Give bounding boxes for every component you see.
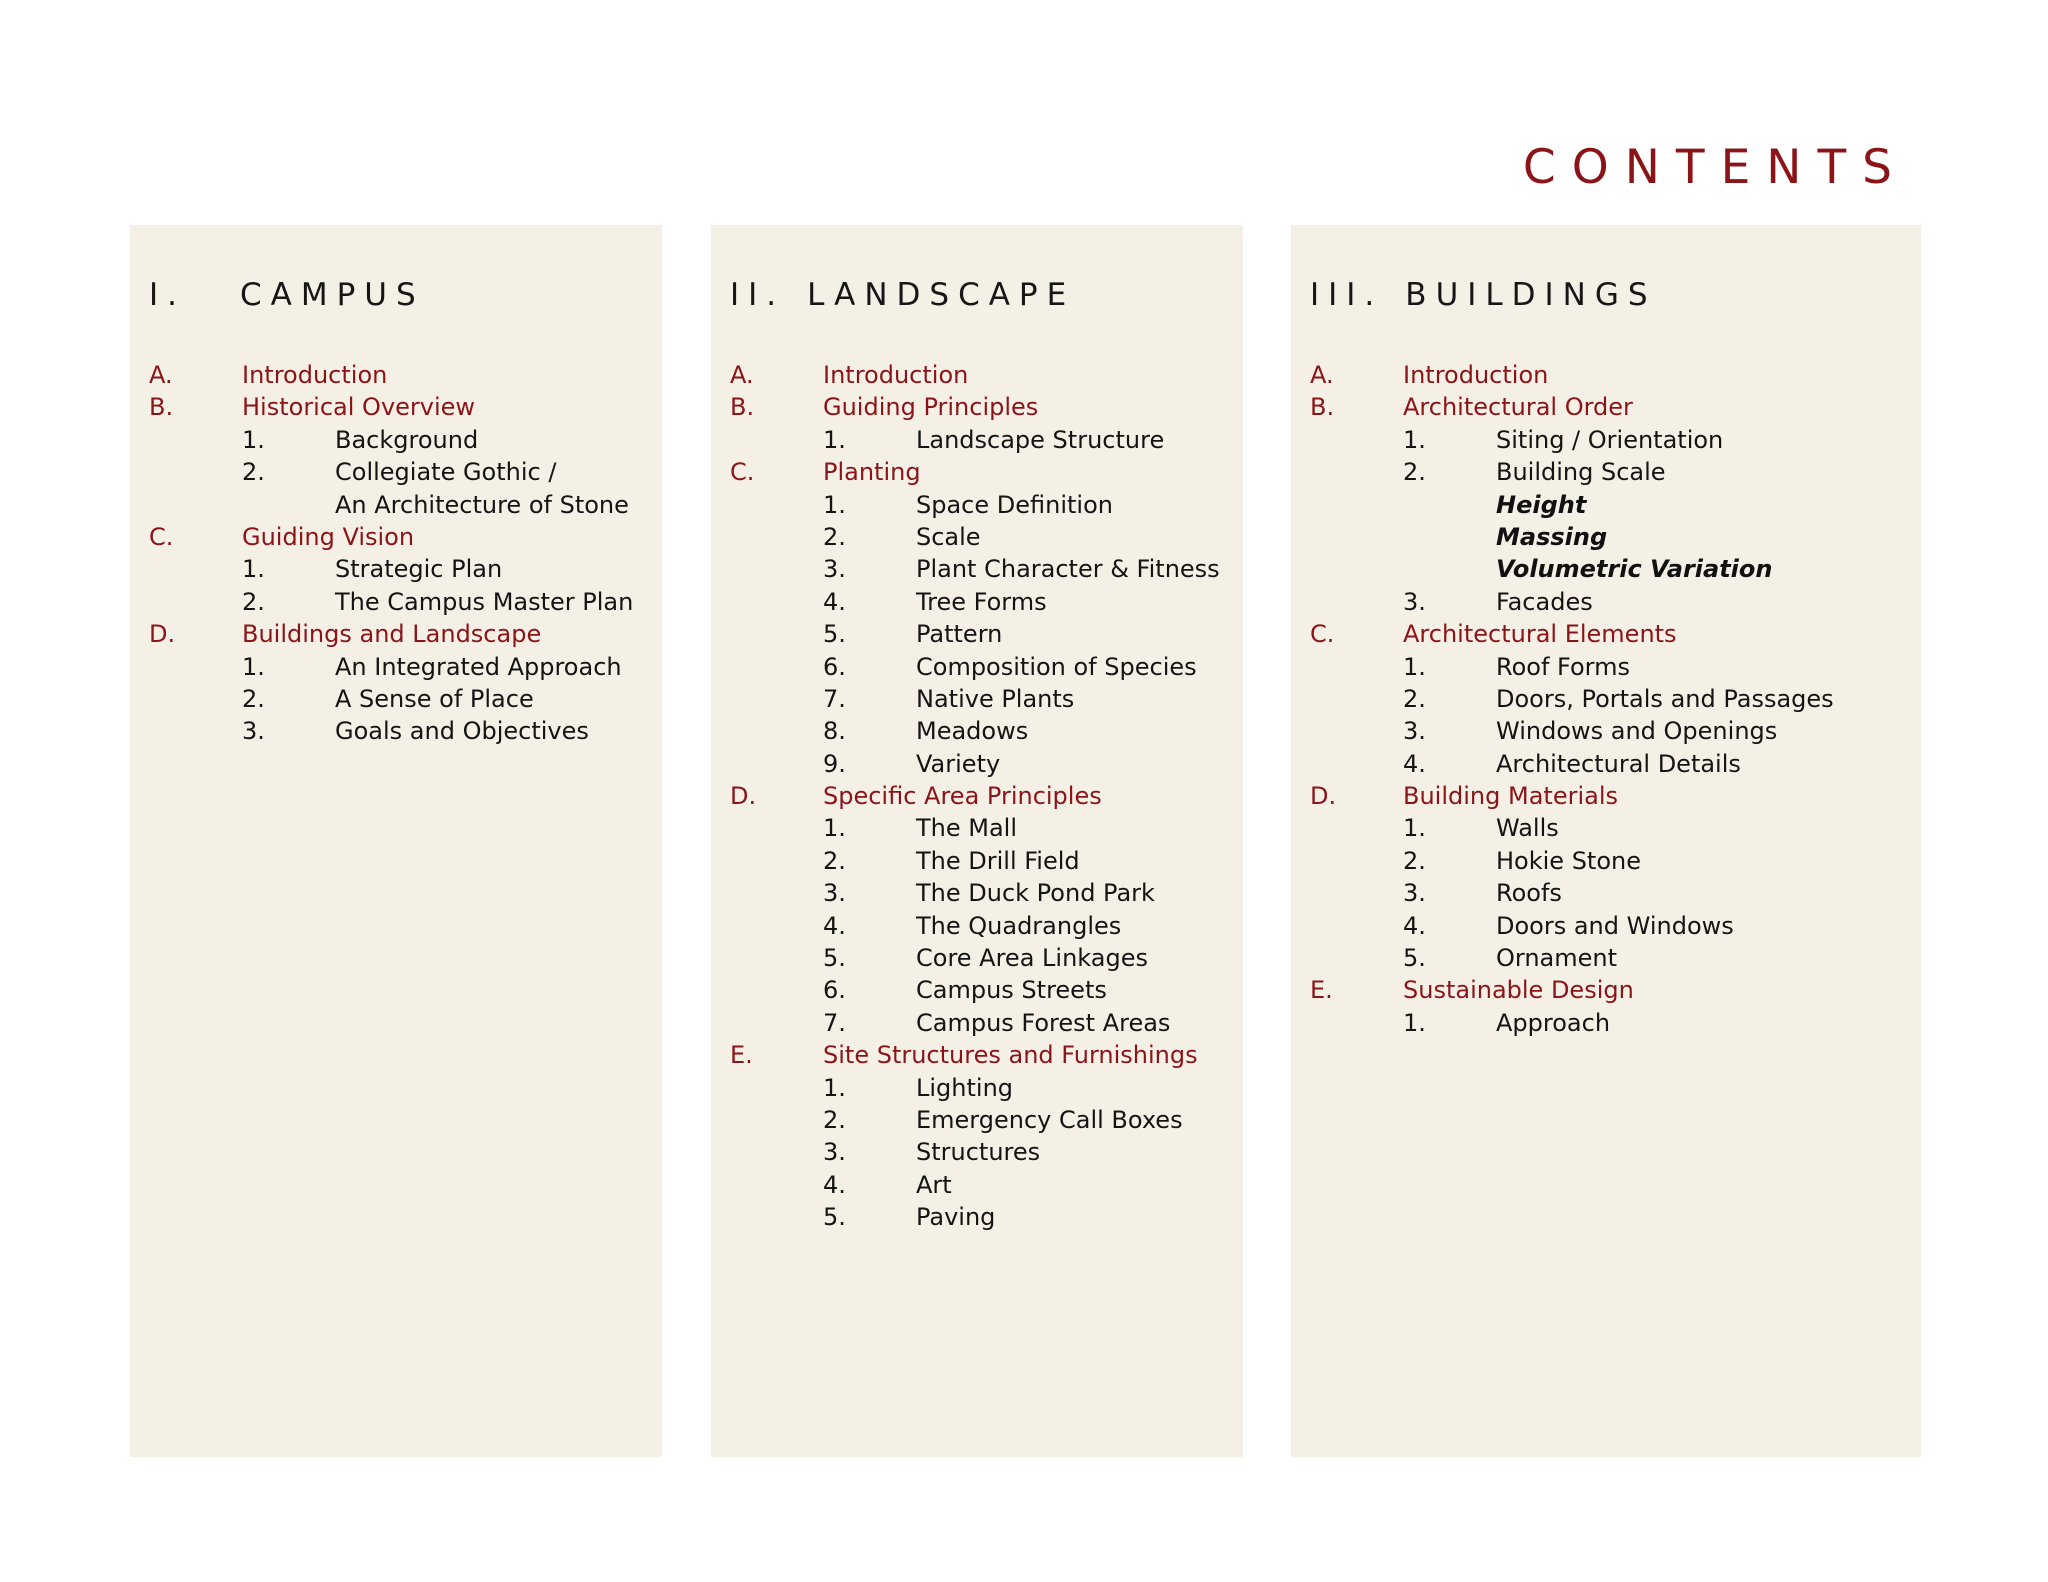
toc-label: Strategic Plan [335, 555, 503, 584]
toc-label: Core Area Linkages [916, 944, 1148, 973]
toc-marker: 1. [1403, 814, 1426, 843]
toc-entry[interactable] [730, 456, 1243, 488]
toc-label: Lighting [916, 1073, 1014, 1102]
toc-subentry[interactable] [1310, 651, 1921, 683]
section-landscape [711, 225, 1243, 1457]
toc-topic[interactable] [1310, 521, 1921, 553]
toc-entry[interactable] [730, 391, 1243, 423]
toc-label: Massing [1496, 522, 1608, 551]
toc-subentry[interactable] [730, 1072, 1243, 1104]
toc-label: Sustainable Design [1403, 976, 1634, 1005]
toc-subentry[interactable] [730, 942, 1243, 974]
toc-subentry[interactable] [1310, 424, 1921, 456]
toc-subentry[interactable] [149, 424, 662, 456]
toc-subentry[interactable] [730, 521, 1243, 553]
toc-marker: 4. [823, 911, 846, 940]
section-title: BUILDINGS [1405, 277, 1657, 313]
toc-entry[interactable] [730, 780, 1243, 812]
toc-entry[interactable] [149, 391, 662, 423]
toc-subentry[interactable] [730, 910, 1243, 942]
toc-subentry[interactable] [149, 586, 662, 618]
section-title: LANDSCAPE [807, 277, 1076, 313]
toc-subentry[interactable] [1310, 877, 1921, 909]
toc-subentry[interactable] [730, 715, 1243, 747]
toc-label-continuation[interactable] [149, 489, 662, 521]
toc-label: Pattern [916, 620, 1003, 649]
toc-label: An Architecture of Stone [335, 490, 629, 519]
toc-marker: 4. [1403, 749, 1426, 778]
toc-label: Roof Forms [1496, 652, 1631, 681]
toc-subentry[interactable] [730, 683, 1243, 715]
toc-label: Walls [1496, 814, 1559, 843]
toc-label: Composition of Species [916, 652, 1197, 681]
toc-label: Guiding Vision [242, 522, 415, 551]
toc-marker: 1. [823, 425, 846, 454]
toc-marker: 3. [1403, 587, 1426, 616]
toc-entry[interactable] [149, 359, 662, 391]
toc-marker: 4. [1403, 911, 1426, 940]
toc-label: Scale [916, 522, 981, 551]
toc-label: Architectural Details [1496, 749, 1741, 778]
toc-marker: 3. [823, 555, 846, 584]
toc-marker: 8. [823, 717, 846, 746]
toc-subentry[interactable] [1310, 910, 1921, 942]
toc-marker: 4. [823, 1170, 846, 1199]
toc-label: Emergency Call Boxes [916, 1105, 1183, 1134]
toc-label: Architectural Order [1403, 393, 1633, 422]
toc-marker: 3. [823, 879, 846, 908]
toc-label: Site Structures and Furnishings [823, 1041, 1198, 1070]
toc-label: Building Materials [1403, 782, 1618, 811]
toc-entry[interactable] [1310, 974, 1921, 1006]
toc-label: The Campus Master Plan [335, 587, 634, 616]
toc-entry[interactable] [730, 1039, 1243, 1071]
toc-marker: 1. [242, 652, 265, 681]
toc-marker: A. [730, 361, 754, 389]
toc-label: Collegiate Gothic / [335, 458, 557, 487]
toc-entry[interactable] [1310, 780, 1921, 812]
toc-subentry[interactable] [1310, 942, 1921, 974]
toc-marker: 9. [823, 749, 846, 778]
toc-label: Hokie Stone [1496, 846, 1641, 875]
toc-subentry[interactable] [1310, 456, 1921, 488]
toc-label: Art [916, 1170, 952, 1199]
toc-marker: 6. [823, 976, 846, 1005]
toc-marker: D. [1310, 782, 1337, 811]
toc-marker: 2. [242, 587, 265, 616]
toc-marker: 2. [1403, 684, 1426, 713]
toc-marker: 2. [1403, 458, 1426, 487]
toc-subentry[interactable] [730, 1169, 1243, 1201]
toc-marker: B. [1310, 393, 1335, 422]
toc-label: Paving [916, 1203, 996, 1232]
toc-label: Landscape Structure [916, 425, 1165, 454]
section-heading-campus [149, 277, 662, 313]
toc-entry[interactable] [149, 521, 662, 553]
toc-label: Campus Streets [916, 976, 1107, 1005]
toc-subentry[interactable] [1310, 683, 1921, 715]
toc-subentry[interactable] [149, 715, 662, 747]
toc-subentry[interactable] [730, 1104, 1243, 1136]
toc-subentry[interactable] [1310, 845, 1921, 877]
toc-label: Windows and Openings [1496, 717, 1778, 746]
toc-subentry[interactable] [730, 1007, 1243, 1039]
toc-topic[interactable] [1310, 553, 1921, 585]
toc-marker: 5. [823, 944, 846, 973]
toc-subentry[interactable] [149, 683, 662, 715]
toc-marker: A. [1310, 361, 1334, 389]
section-numeral: III. [1310, 277, 1384, 313]
page-title: CONTENTS [1522, 140, 1908, 195]
toc-marker: 3. [1403, 879, 1426, 908]
toc-marker: B. [730, 393, 755, 422]
toc-entry[interactable] [730, 359, 1243, 391]
toc-subentry[interactable] [730, 424, 1243, 456]
toc-entry[interactable] [1310, 618, 1921, 650]
toc-label: The Duck Pond Park [916, 879, 1155, 908]
toc-subentry[interactable] [1310, 748, 1921, 780]
toc-marker: 1. [242, 425, 265, 454]
toc-marker: 5. [823, 1203, 846, 1232]
section-heading-buildings [1310, 277, 1921, 313]
toc-marker: 5. [823, 620, 846, 649]
toc-label: Space Definition [916, 490, 1113, 519]
toc-label: Introduction [823, 361, 969, 389]
toc-marker: 1. [823, 490, 846, 519]
toc-marker: E. [730, 1041, 753, 1070]
toc-marker: 2. [1403, 846, 1426, 875]
section-campus [130, 225, 662, 1457]
toc-marker: 5. [1403, 944, 1426, 973]
toc-subentry[interactable] [149, 456, 662, 488]
toc-subentry[interactable] [149, 651, 662, 683]
toc-marker: 1. [1403, 425, 1426, 454]
toc-label: Doors and Windows [1496, 911, 1734, 940]
toc-entry[interactable] [1310, 359, 1921, 391]
toc-marker: 2. [823, 522, 846, 551]
toc-marker: 2. [823, 1105, 846, 1134]
toc-list-campus [149, 359, 662, 748]
toc-entry[interactable] [149, 618, 662, 650]
toc-marker: D. [149, 620, 176, 649]
toc-label: Structures [916, 1138, 1041, 1167]
toc-label: The Quadrangles [916, 911, 1122, 940]
toc-label: Historical Overview [242, 393, 476, 422]
toc-subentry[interactable] [730, 586, 1243, 618]
toc-subentry[interactable] [730, 489, 1243, 521]
toc-marker: C. [730, 458, 755, 487]
toc-label: Building Scale [1496, 458, 1666, 487]
toc-marker: 4. [823, 587, 846, 616]
toc-subentry[interactable] [730, 845, 1243, 877]
toc-marker: E. [1310, 976, 1333, 1005]
section-numeral: I. [149, 277, 186, 313]
toc-label: Meadows [916, 717, 1029, 746]
toc-marker: 2. [242, 684, 265, 713]
toc-subentry[interactable] [730, 618, 1243, 650]
toc-subentry[interactable] [730, 748, 1243, 780]
toc-marker: A. [149, 361, 173, 389]
section-numeral: II. [730, 277, 786, 313]
toc-label: Variety [916, 749, 1001, 778]
toc-marker: 7. [823, 684, 846, 713]
toc-label: Tree Forms [916, 587, 1047, 616]
toc-subentry[interactable] [149, 553, 662, 585]
toc-subentry[interactable] [1310, 715, 1921, 747]
toc-label: Roofs [1496, 879, 1562, 908]
toc-label: Volumetric Variation [1496, 555, 1773, 584]
toc-label: Planting [823, 458, 921, 487]
toc-label: Introduction [242, 361, 388, 389]
toc-subentry[interactable] [730, 651, 1243, 683]
toc-subentry[interactable] [730, 1136, 1243, 1168]
toc-marker: 2. [242, 458, 265, 487]
toc-topic[interactable] [1310, 489, 1921, 521]
section-buildings [1291, 225, 1921, 1457]
toc-subentry[interactable] [1310, 586, 1921, 618]
toc-subentry[interactable] [730, 553, 1243, 585]
toc-marker: 7. [823, 1008, 846, 1037]
toc-marker: C. [149, 522, 174, 551]
toc-label: Architectural Elements [1403, 620, 1677, 649]
toc-marker: 1. [823, 1073, 846, 1102]
toc-label: A Sense of Place [335, 684, 534, 713]
toc-label: Buildings and Landscape [242, 620, 542, 649]
toc-subentry[interactable] [730, 877, 1243, 909]
toc-label: Facades [1496, 587, 1593, 616]
toc-label: Introduction [1403, 361, 1549, 389]
toc-entry[interactable] [1310, 391, 1921, 423]
toc-label: Height [1496, 490, 1587, 519]
section-title: CAMPUS [240, 277, 425, 313]
toc-label: Doors, Portals and Passages [1496, 684, 1834, 713]
toc-label: An Integrated Approach [335, 652, 622, 681]
toc-label: Background [335, 425, 479, 454]
toc-label: Siting / Orientation [1496, 425, 1724, 454]
toc-marker: 3. [1403, 717, 1426, 746]
toc-label: Guiding Principles [823, 393, 1039, 422]
section-heading-landscape [730, 277, 1243, 313]
toc-marker: 1. [823, 814, 846, 843]
toc-subentry[interactable] [1310, 812, 1921, 844]
toc-list-buildings [1310, 359, 1921, 1039]
toc-list-landscape [730, 359, 1243, 1234]
toc-label: Approach [1496, 1008, 1611, 1037]
toc-label: Campus Forest Areas [916, 1008, 1171, 1037]
toc-label: The Drill Field [916, 846, 1080, 875]
toc-label: The Mall [916, 814, 1018, 843]
toc-subentry[interactable] [730, 1201, 1243, 1233]
toc-marker: 3. [242, 717, 265, 746]
toc-marker: 6. [823, 652, 846, 681]
toc-marker: 2. [823, 846, 846, 875]
toc-label: Native Plants [916, 684, 1075, 713]
toc-marker: 1. [1403, 1008, 1426, 1037]
toc-marker: 3. [823, 1138, 846, 1167]
toc-marker: B. [149, 393, 174, 422]
toc-label: Ornament [1496, 944, 1618, 973]
toc-marker: 1. [1403, 652, 1426, 681]
toc-label: Plant Character & Fitness [916, 555, 1220, 584]
toc-subentry[interactable] [730, 974, 1243, 1006]
toc-marker: D. [730, 782, 757, 811]
toc-label: Specific Area Principles [823, 782, 1102, 811]
toc-marker: 1. [242, 555, 265, 584]
toc-subentry[interactable] [1310, 1007, 1921, 1039]
toc-marker: C. [1310, 620, 1335, 649]
toc-label: Goals and Objectives [335, 717, 589, 746]
toc-subentry[interactable] [730, 812, 1243, 844]
